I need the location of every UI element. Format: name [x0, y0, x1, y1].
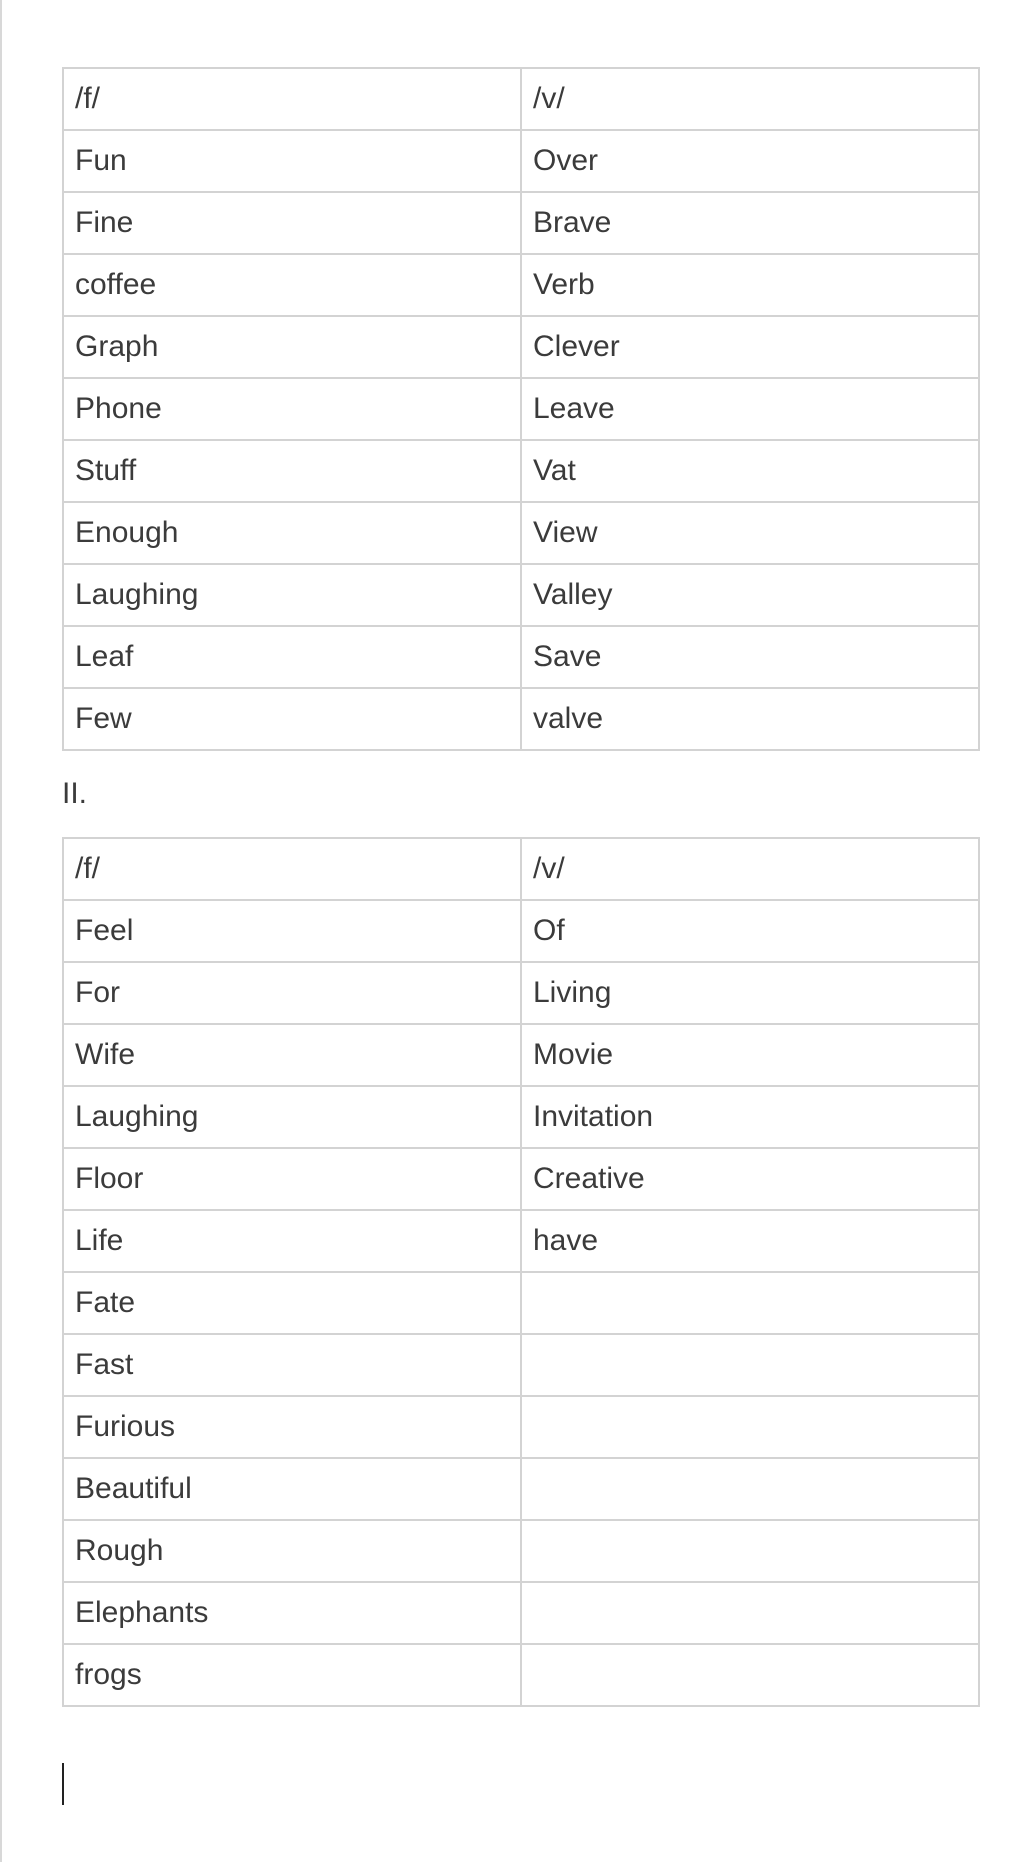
table-cell[interactable]: Leave — [521, 378, 979, 440]
table-cell[interactable]: Fun — [63, 130, 521, 192]
table-cell[interactable]: Few — [63, 688, 521, 750]
table-cell[interactable]: Valley — [521, 564, 979, 626]
table-cell[interactable]: Living — [521, 962, 979, 1024]
table-row — [63, 378, 979, 440]
table-header-row — [63, 838, 979, 900]
table-cell[interactable]: Of — [521, 900, 979, 962]
table-cell[interactable]: Clever — [521, 316, 979, 378]
table-row — [63, 440, 979, 502]
table-row — [63, 962, 979, 1024]
table-row — [63, 1024, 979, 1086]
table-cell[interactable]: Fate — [63, 1272, 521, 1334]
table-cell[interactable] — [521, 1520, 979, 1582]
table-row — [63, 1148, 979, 1210]
text-cursor — [62, 1763, 64, 1805]
document-left-border — [0, 0, 2, 1862]
table-cell[interactable]: Enough — [63, 502, 521, 564]
table-cell[interactable]: Fast — [63, 1334, 521, 1396]
table-row — [63, 1520, 979, 1582]
section-label[interactable]: II. — [62, 777, 88, 810]
table-row — [63, 1272, 979, 1334]
table-cell[interactable]: Wife — [63, 1024, 521, 1086]
table-cell[interactable]: /v/ — [521, 838, 979, 900]
table-cell[interactable]: Verb — [521, 254, 979, 316]
table-cell[interactable]: frogs — [63, 1644, 521, 1706]
table-cell[interactable] — [521, 1396, 979, 1458]
table-row — [63, 254, 979, 316]
table-cell[interactable]: Invitation — [521, 1086, 979, 1148]
table-row — [63, 626, 979, 688]
table-cell[interactable] — [521, 1334, 979, 1396]
table-cell[interactable]: Furious — [63, 1396, 521, 1458]
table-row — [63, 502, 979, 564]
table-row — [63, 1458, 979, 1520]
table-cell[interactable]: Phone — [63, 378, 521, 440]
table-cell[interactable]: View — [521, 502, 979, 564]
table-cell[interactable] — [521, 1272, 979, 1334]
table-cell[interactable]: Beautiful — [63, 1458, 521, 1520]
table-cell[interactable]: Save — [521, 626, 979, 688]
table-row — [63, 1086, 979, 1148]
table-row — [63, 130, 979, 192]
table-cell[interactable]: Brave — [521, 192, 979, 254]
table-cell[interactable]: have — [521, 1210, 979, 1272]
table-cell[interactable]: Graph — [63, 316, 521, 378]
table-cell[interactable]: Stuff — [63, 440, 521, 502]
table-cell[interactable]: valve — [521, 688, 979, 750]
table-cell[interactable]: Leaf — [63, 626, 521, 688]
table-row — [63, 900, 979, 962]
table-cell[interactable]: Elephants — [63, 1582, 521, 1644]
table-row — [63, 564, 979, 626]
table-cell[interactable]: Fine — [63, 192, 521, 254]
table-cell[interactable]: /v/ — [521, 68, 979, 130]
table-row — [63, 192, 979, 254]
table-f-v-1 — [62, 67, 980, 751]
table-cell[interactable]: Laughing — [63, 564, 521, 626]
table-row — [63, 688, 979, 750]
table-cell[interactable]: Vat — [521, 440, 979, 502]
table-cell[interactable]: Life — [63, 1210, 521, 1272]
table-row — [63, 316, 979, 378]
table-cell[interactable]: Rough — [63, 1520, 521, 1582]
table-cell[interactable]: For — [63, 962, 521, 1024]
table-cell[interactable] — [521, 1458, 979, 1520]
table-header-row — [63, 68, 979, 130]
table-row — [63, 1582, 979, 1644]
table-cell[interactable]: Feel — [63, 900, 521, 962]
table-cell[interactable]: Creative — [521, 1148, 979, 1210]
table-cell[interactable]: Floor — [63, 1148, 521, 1210]
table-row — [63, 1644, 979, 1706]
table-cell[interactable]: /f/ — [63, 68, 521, 130]
table-row — [63, 1334, 979, 1396]
table-cell[interactable]: /f/ — [63, 838, 521, 900]
table-cell[interactable] — [521, 1644, 979, 1706]
table-f-v-2 — [62, 837, 980, 1707]
table-cell[interactable]: Over — [521, 130, 979, 192]
table-row — [63, 1210, 979, 1272]
table-row — [63, 1396, 979, 1458]
table-cell[interactable]: Movie — [521, 1024, 979, 1086]
table-cell[interactable] — [521, 1582, 979, 1644]
table-cell[interactable]: coffee — [63, 254, 521, 316]
document-body[interactable] — [62, 67, 978, 1707]
table-cell[interactable]: Laughing — [63, 1086, 521, 1148]
